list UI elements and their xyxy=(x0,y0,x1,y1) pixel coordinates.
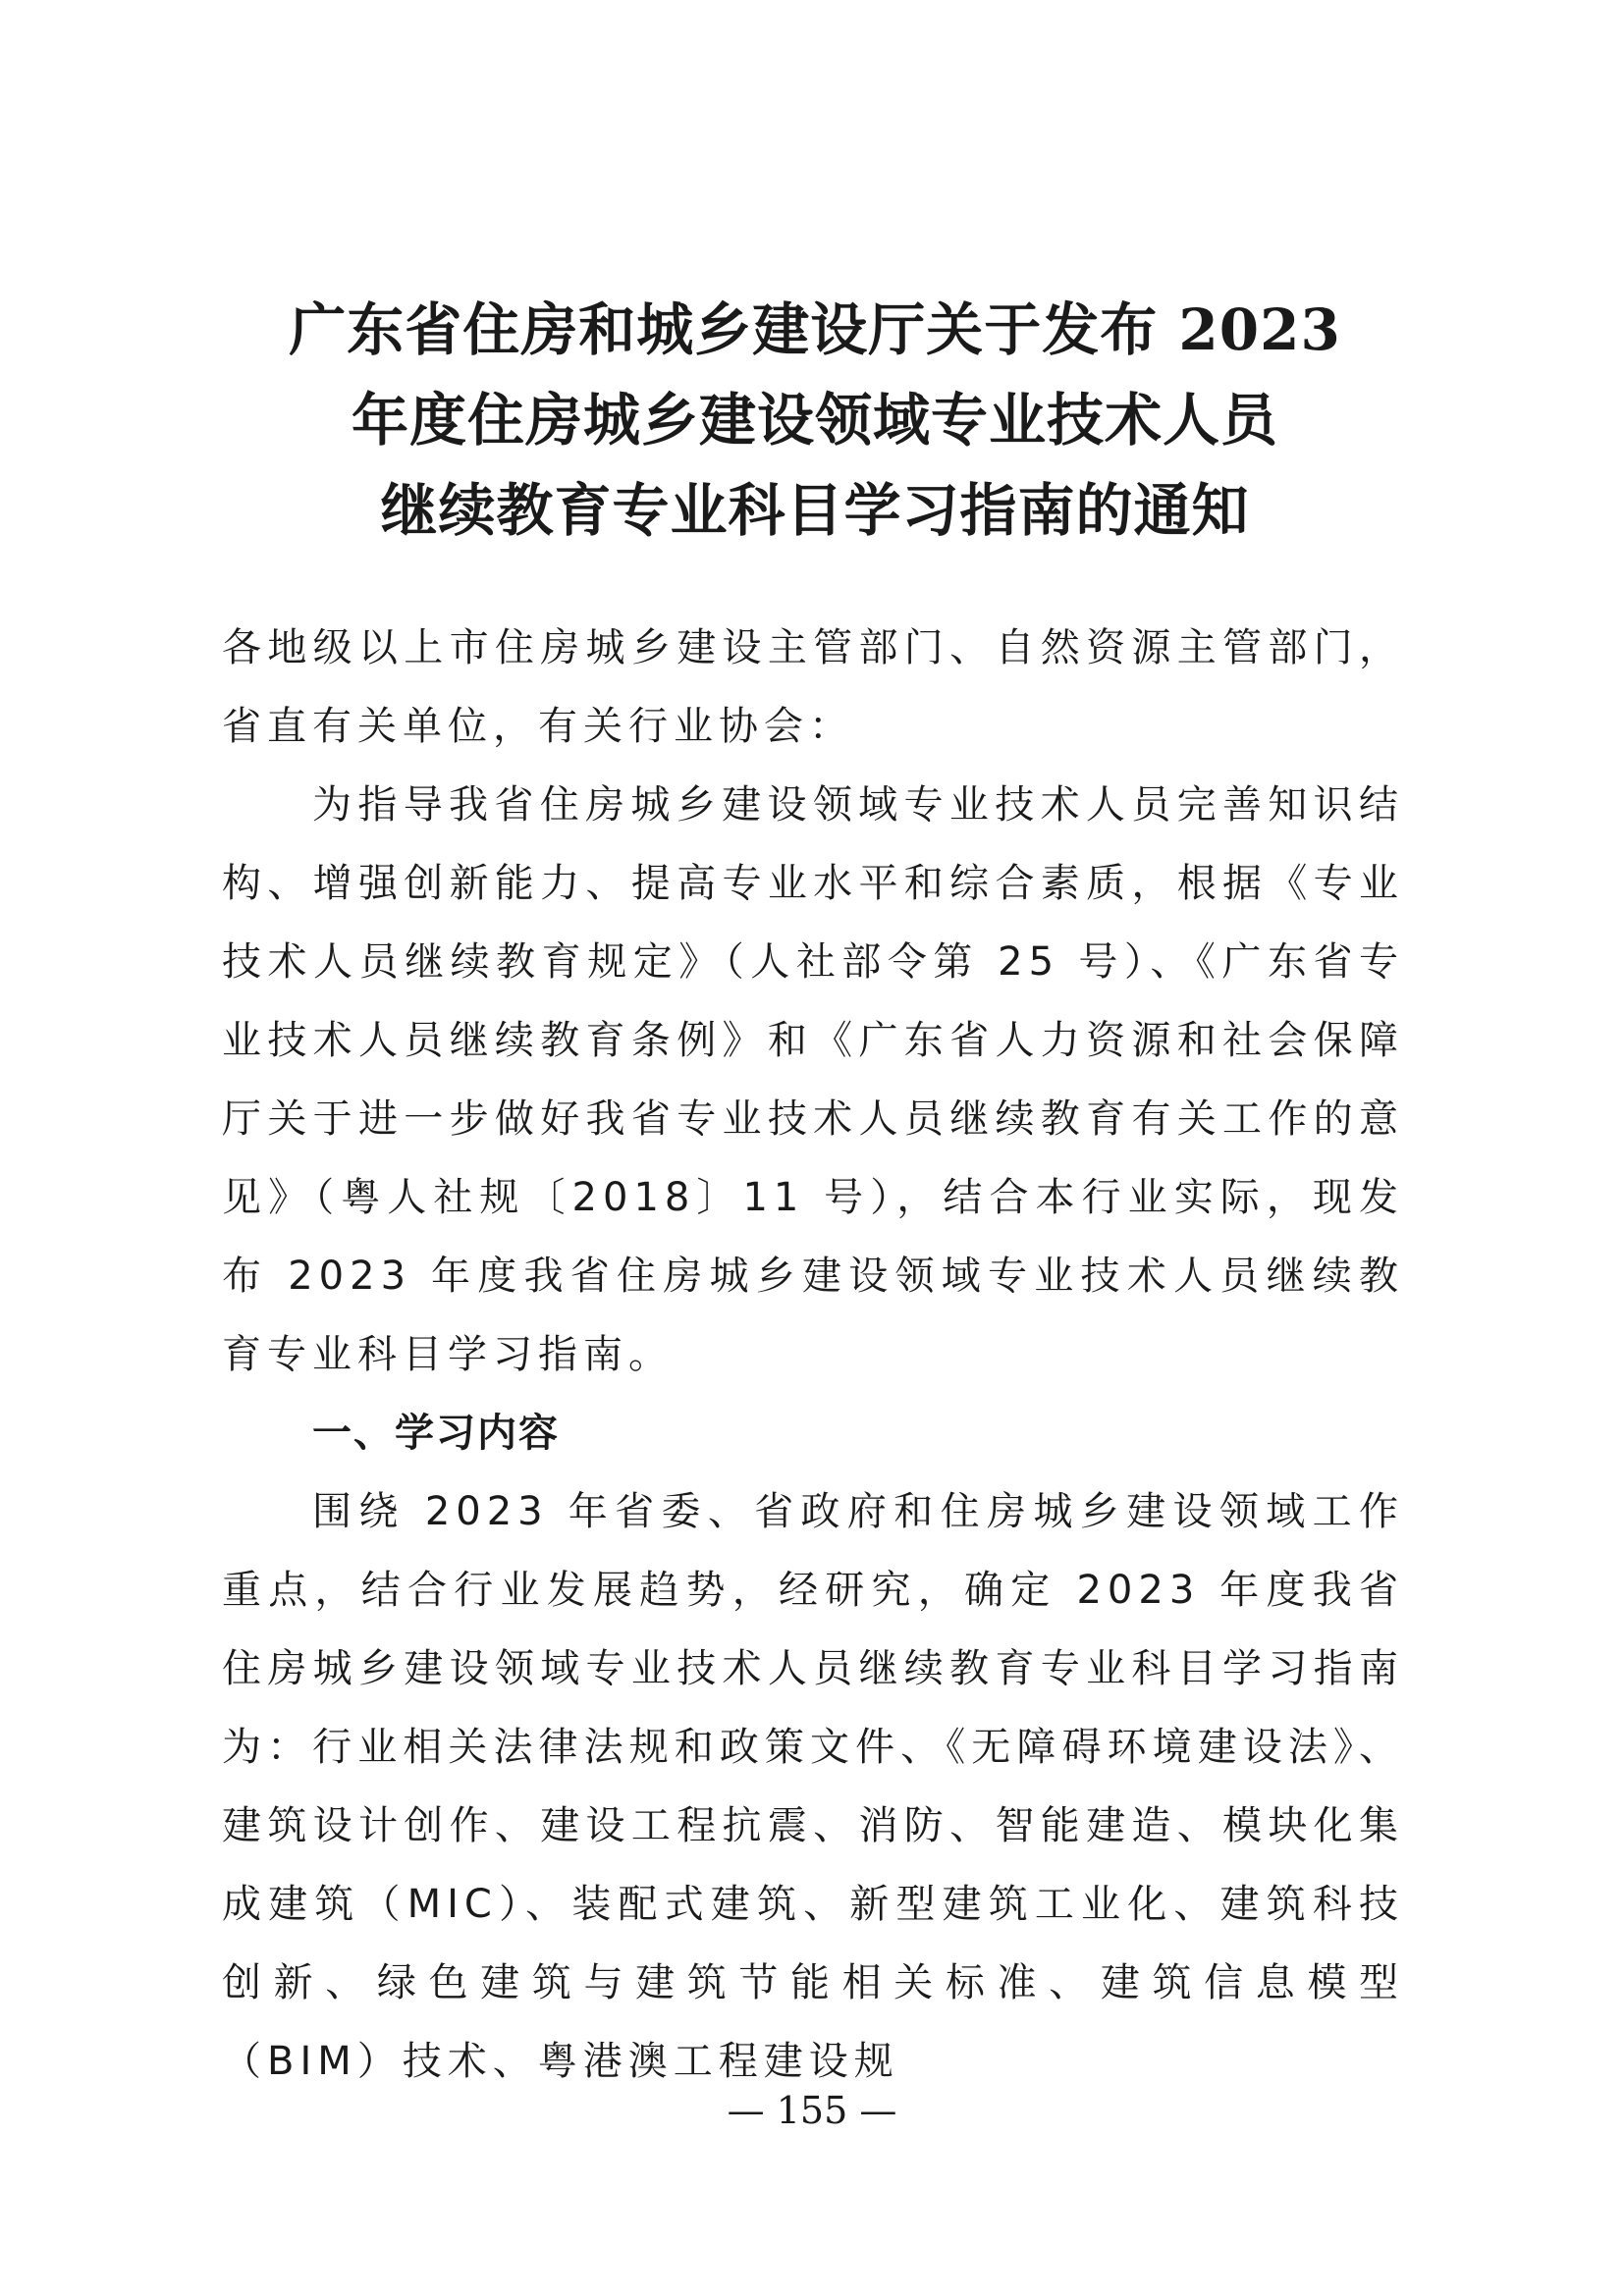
document-title xyxy=(226,285,1404,556)
title-line-1: 广东省住房和城乡建设厅关于发布 2023 xyxy=(289,296,1341,363)
title-line-3: 继续教育专业科目学习指南的通知 xyxy=(380,477,1250,544)
page-number: — 155 — xyxy=(727,2089,897,2132)
section-heading: 一、学习内容 xyxy=(312,1411,560,1456)
title-line-2: 年度住房城乡建设领域专业技术人员 xyxy=(351,387,1278,454)
salutation: 各地级以上市住房城乡建设主管部门、自然资源主管部门，省直有关单位，有关行业协会： xyxy=(222,625,1404,749)
intro-paragraph: 为指导我省住房城乡建设领域专业技术人员完善知识结构、增强创新能力、提高专业水平和综合素质，根据《专业技术人员继续教育规定》（人社部令第 25 号）、《广东省专业技术人员继续教育条例》和《广东省人力资源和社会保障厅关于进一步做好我省专业技术人员继续教育有关工作的意见》（粤人社规〔2018〕11 号），结合本行业实际，现发布 2023 年度我省住房城乡建设领域专业技术人员继续教育专业科目学习指南。 xyxy=(222,782,1404,1377)
document-body xyxy=(222,609,1404,2101)
section-paragraph: 围绕 2023 年省委、省政府和住房城乡建设领域工作重点，结合行业发展趋势，经研究，确定 2023 年度我省住房城乡建设领域专业技术人员继续教育专业科目学习指南为：行业相关法律法规和政策文件、《无障碍环境建设法》、建筑设计创作、建设工程抗震、消防、智能建造、模块化集成建筑（MIC）、装配式建筑、新型建筑工业化、建筑科技创新、绿色建筑与建筑节能相关标准、建筑信息模型（BIM）技术、粤港澳工程建设规 xyxy=(222,1489,1404,2084)
